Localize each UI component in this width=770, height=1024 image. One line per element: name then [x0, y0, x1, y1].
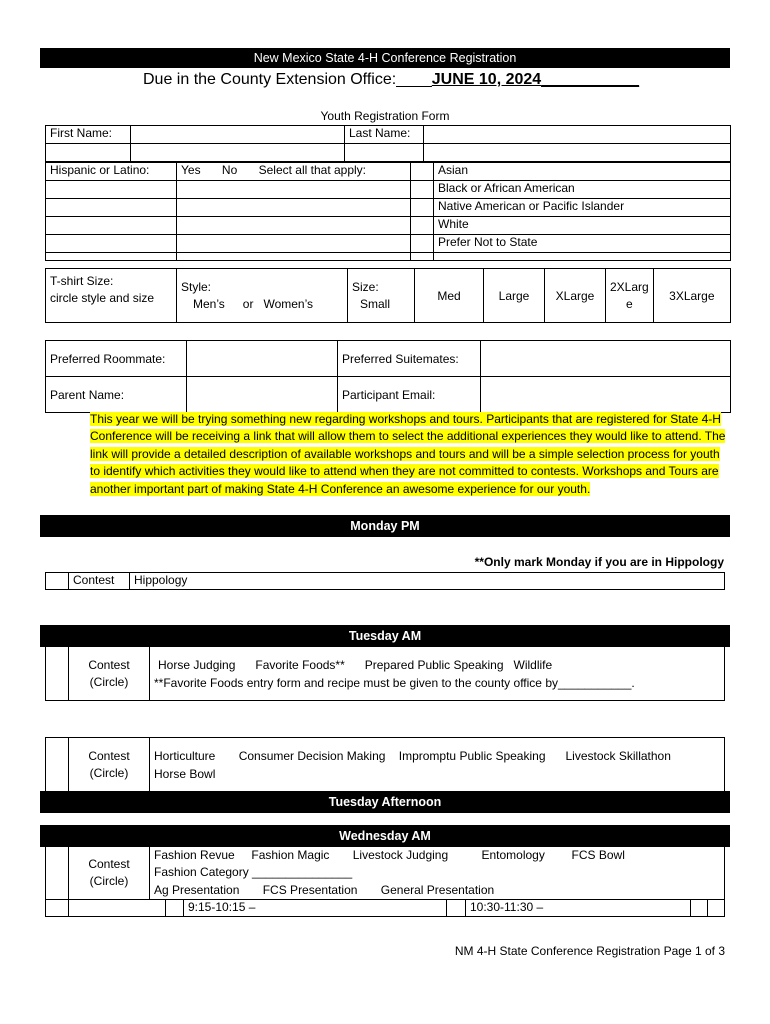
size-small[interactable]: Small: [360, 297, 391, 311]
email-field[interactable]: [481, 377, 731, 413]
size-large[interactable]: Large: [484, 269, 545, 323]
womens-option[interactable]: Women’s: [263, 297, 314, 311]
race-checkbox[interactable]: [411, 217, 434, 235]
tshirt-table: [45, 268, 731, 323]
wednesday-table: [45, 846, 725, 900]
hispanic-label: Hispanic or Latino:: [46, 163, 177, 181]
race-checkbox[interactable]: [411, 181, 434, 199]
due-date: JUNE 10, 2024: [431, 71, 542, 88]
parent-label: Parent Name:: [46, 377, 187, 413]
hippology-option[interactable]: Hippology: [130, 573, 725, 590]
race-option: White: [434, 217, 731, 235]
wednesday-am-bar: Wednesday AM: [40, 825, 730, 847]
tuesday-am-bar: Tuesday AM: [40, 625, 730, 647]
tuesday-checkbox[interactable]: [46, 647, 69, 701]
workshops-notice: This year we will be trying something new regarding workshops and tours. Participants that are registered for State 4-H Conference will be receiving a link that will allow them to select the additional experiences they would like to attend. The link will provide a detailed description of available workshops and tours and will be a simple selection process for youth to identify which activities they would like to attend when they are not committed to contests. Workshops and Tours are another important part of making State 4-H Conference an awesome experience for our youth.: [90, 412, 726, 496]
page-footer: NM 4-H State Conference Registration Page 1 of 3: [454, 944, 725, 958]
tuesday-am-table-2: [45, 737, 725, 792]
time-slot-2[interactable]: 10:30-11:30 –: [466, 900, 691, 917]
race-option: Prefer Not to State: [434, 235, 731, 253]
race-option: Black or African American: [434, 181, 731, 199]
monday-checkbox[interactable]: [46, 573, 69, 590]
size-med[interactable]: Med: [415, 269, 484, 323]
monday-note: **Only mark Monday if you are in Hippology: [474, 555, 724, 569]
tuesday-contest-label: Contest (Circle): [69, 647, 150, 701]
size-xlarge[interactable]: XLarge: [545, 269, 606, 323]
tuesday-events-1[interactable]: Horse Judging Favorite Foods** Prepared Public Speaking Wildlife **Favorite Foods entry form and recipe must be given to the county office by___________.: [150, 647, 725, 701]
tuesday-am-table-1: [45, 646, 725, 701]
wednesday-checkbox[interactable]: [46, 847, 69, 900]
tuesday-afternoon-bar: Tuesday Afternoon: [40, 791, 730, 813]
form-title: New Mexico State 4-H Conference Registration: [253, 51, 517, 65]
select-all-label: Select all that apply:: [258, 163, 367, 177]
ethnicity-table: [45, 162, 731, 261]
suitemates-label: Preferred Suitemates:: [338, 341, 481, 377]
race-checkbox[interactable]: [411, 235, 434, 253]
yes-option[interactable]: Yes: [181, 163, 201, 177]
contact-table: [45, 340, 731, 413]
monday-table: [45, 572, 725, 590]
wednesday-times-table: [45, 899, 725, 917]
race-option: Asian: [434, 163, 731, 181]
parent-field[interactable]: [187, 377, 338, 413]
due-line: Due in the County Extension Office:____JUNE 10, 2024___________: [143, 71, 640, 88]
last-name-field[interactable]: [424, 126, 731, 144]
time-slot-1[interactable]: 9:15-10:15 –: [184, 900, 447, 917]
style-cell: Style: Men’s or Women’s: [177, 269, 348, 323]
youth-form-title: Youth Registration Form: [320, 109, 450, 123]
mens-option[interactable]: Men’s: [193, 297, 225, 311]
registration-table: [45, 125, 731, 162]
first-name-label: First Name:: [46, 126, 131, 144]
form-title-bar: [40, 48, 730, 68]
roommate-label: Preferred Roommate:: [46, 341, 187, 377]
size-3xlarge[interactable]: 3XLarge: [653, 269, 730, 323]
monday-pm-bar: Monday PM: [40, 515, 730, 537]
no-option[interactable]: No: [221, 163, 238, 177]
size-2xlarge[interactable]: 2XLarg e: [606, 269, 654, 323]
roommate-field[interactable]: [187, 341, 338, 377]
monday-contest-label: Contest: [69, 573, 130, 590]
wednesday-events[interactable]: Fashion Revue Fashion Magic Livestock Judging Entomology FCS Bowl Fashion Category _______________ Ag Presentation FCS Presentation General Presentation: [150, 847, 725, 900]
tuesday-events-2[interactable]: Horticulture Consumer Decision Making Impromptu Public Speaking Livestock Skillathon Horse Bowl: [150, 738, 725, 792]
tshirt-label: T-shirt Size: circle style and size: [46, 269, 177, 323]
suitemates-field[interactable]: [481, 341, 731, 377]
first-name-field[interactable]: [131, 126, 345, 144]
race-option: Native American or Pacific Islander: [434, 199, 731, 217]
tuesday-contest-label: Contest (Circle): [69, 738, 150, 792]
race-checkbox[interactable]: [411, 199, 434, 217]
tuesday-checkbox[interactable]: [46, 738, 69, 792]
email-label: Participant Email:: [338, 377, 481, 413]
race-checkbox[interactable]: [411, 163, 434, 181]
size-cell: Size: Small: [348, 269, 415, 323]
last-name-label: Last Name:: [345, 126, 424, 144]
wednesday-contest-label: Contest (Circle): [69, 847, 150, 900]
